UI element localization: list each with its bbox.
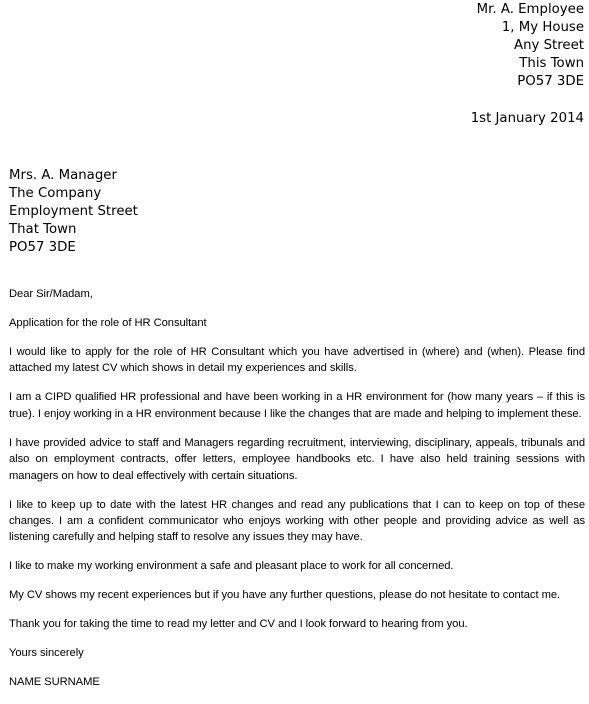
paragraph-environment: I like to make my working environment a safe and pleasant place to work for all concerned. bbox=[9, 560, 454, 573]
sender-address-line1: 1, My House bbox=[501, 20, 584, 35]
paragraph-intro: I would like to apply for the role of HR Consultant which you have advertised in (where) and (when). Please find attached my latest CV which shows in detail my experiences and skills. bbox=[9, 346, 585, 375]
paragraph-development: I like to keep up to date with the latest HR changes and read any publications that I can to keep on top of these changes. I am a confident communicator who enjoys working with other people and providing advice as well as listening carefully and helping staff to resolve any issues they may have. bbox=[9, 498, 585, 544]
salutation: Dear Sir/Madam, bbox=[9, 288, 93, 300]
letter-date: 1st January 2014 bbox=[470, 111, 584, 126]
sender-address-block bbox=[477, 1, 584, 91]
sender-postcode: PO57 3DE bbox=[517, 74, 584, 89]
letter-body bbox=[9, 286, 585, 703]
recipient-postcode: PO57 3DE bbox=[9, 240, 76, 255]
sender-address-line2: Any Street bbox=[513, 38, 584, 53]
recipient-address-block bbox=[9, 167, 138, 257]
recipient-name: Mrs. A. Manager bbox=[9, 168, 117, 183]
sender-name: Mr. A. Employee bbox=[476, 2, 584, 17]
recipient-street: Employment Street bbox=[9, 204, 138, 219]
recipient-town: That Town bbox=[9, 222, 77, 237]
paragraph-experience: I have provided advice to staff and Managers regarding recruitment, interviewing, disciplinary, appeals, tribunals and also on employment contracts, offer letters, employee handbooks etc. I have also held training sessions with managers on how to deal effectively with certain situations. bbox=[9, 436, 585, 482]
paragraph-thanks: Thank you for taking the time to read my letter and CV and I look forward to hearing from you. bbox=[9, 618, 468, 631]
recipient-company: The Company bbox=[9, 186, 102, 201]
sender-town: This Town bbox=[519, 56, 584, 71]
paragraph-qualifications: I am a CIPD qualified HR professional and have been working in a HR environment for (how many years – if this is true). I enjoy working in a HR environment because I like the changes that are made and helping to implement these. bbox=[9, 391, 585, 420]
signature-name: NAME SURNAME bbox=[9, 676, 100, 689]
paragraph-contact: My CV shows my recent experiences but if you have any further questions, please do not hesitate to contact me. bbox=[9, 589, 561, 602]
closing: Yours sincerely bbox=[9, 647, 84, 660]
subject-line: Application for the role of HR Consultant bbox=[9, 317, 207, 329]
